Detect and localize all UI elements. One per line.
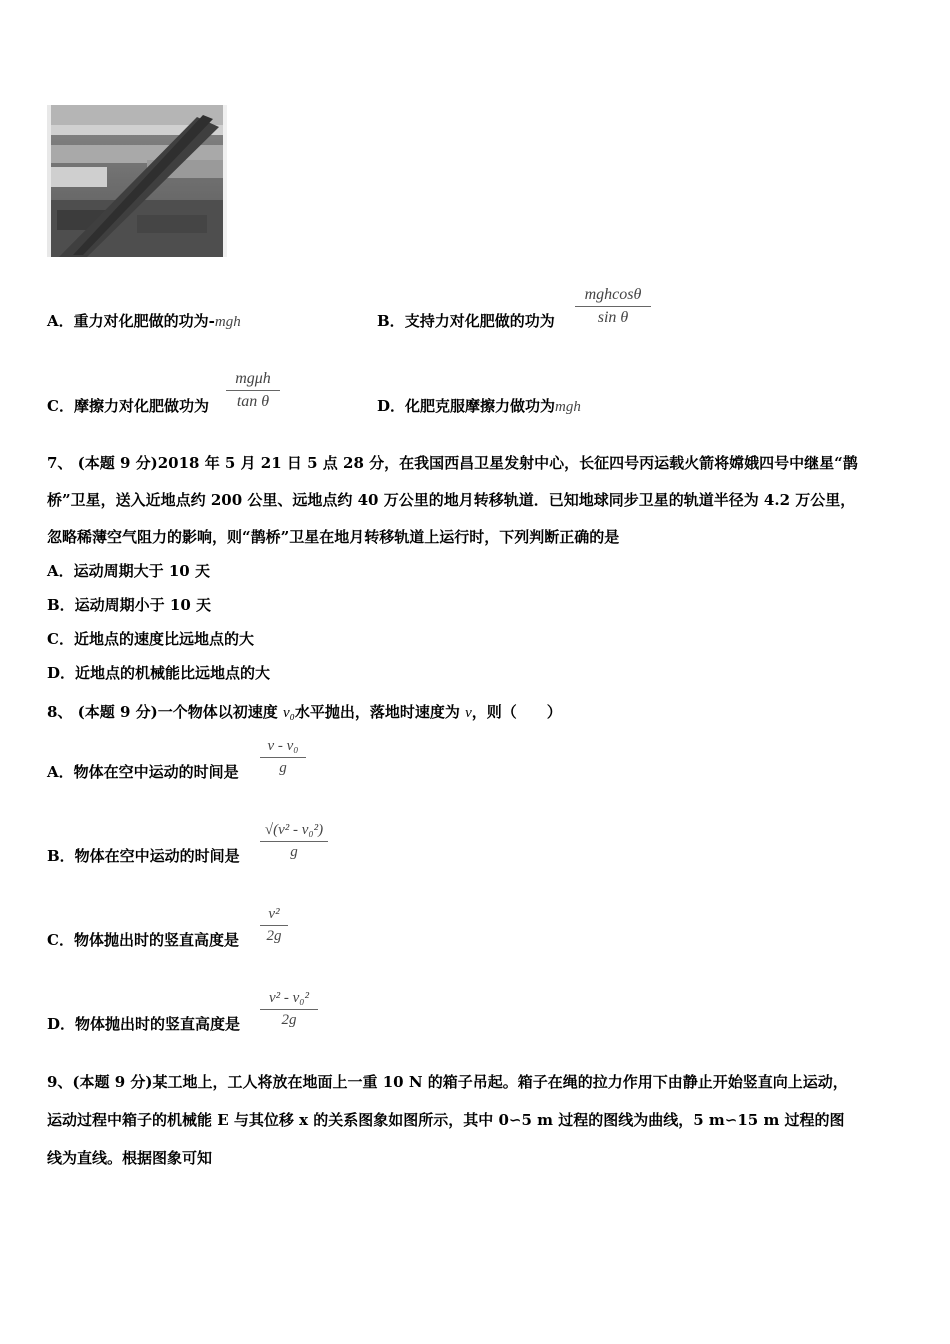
fraction-bar bbox=[226, 390, 280, 391]
q6-option-b[interactable] bbox=[377, 311, 555, 331]
fraction-denominator: g bbox=[290, 844, 298, 860]
conveyor-belt-photo bbox=[47, 105, 227, 257]
q6-option-d[interactable] bbox=[377, 396, 581, 417]
q8-option-c[interactable]: C．物体抛出时的竖直高度是 bbox=[47, 931, 239, 949]
fraction-denominator: 2g bbox=[281, 1012, 297, 1028]
fraction-bar bbox=[575, 306, 651, 307]
fraction-denominator: g bbox=[279, 760, 287, 776]
option-label: D． bbox=[377, 397, 406, 415]
stem-text: ，则（ ） bbox=[471, 703, 562, 721]
stem-text: 水平抛出，落地时速度为 bbox=[294, 703, 466, 721]
q7-option-b[interactable]: B．运动周期小于 10 天 bbox=[47, 596, 211, 614]
q8-stem bbox=[47, 702, 562, 723]
q8-option-d[interactable]: D．物体抛出时的竖直高度是 bbox=[47, 1015, 241, 1033]
option-math: mgh bbox=[214, 314, 241, 330]
q9-stem-line2: 运动过程中箱子的机械能 E 与其位移 x 的关系图象如图所示，其中 0∽5 m 过程的图线为曲线，5 m∽15 m 过程的图 bbox=[47, 1111, 845, 1129]
fraction-numerator: mghcosθ bbox=[584, 286, 642, 303]
q7-option-d[interactable]: D．近地点的机械能比远地点的大 bbox=[47, 664, 271, 682]
q8-option-b[interactable]: B．物体在空中运动的时间是 bbox=[47, 847, 240, 865]
q9-stem-line1: 9、(本题 9 分)某工地上，工人将放在地面上一重 10 N 的箱子吊起。箱子在绳的拉力作用下由静止开始竖直向上运动， bbox=[47, 1073, 848, 1091]
q8-a-fraction bbox=[260, 738, 306, 777]
fraction-numerator: v - v₀ bbox=[267, 738, 299, 754]
q8-b-fraction bbox=[260, 822, 328, 861]
fraction-denominator: 2g bbox=[266, 928, 282, 944]
fraction-bar bbox=[260, 925, 288, 926]
fraction-numerator: mgμh bbox=[235, 370, 271, 387]
q6-option-a[interactable] bbox=[47, 311, 241, 332]
q8-option-a[interactable]: A．物体在空中运动的时间是 bbox=[47, 763, 239, 781]
option-text: 重力对化肥做的功为- bbox=[73, 312, 215, 330]
option-text: 化肥克服摩擦力做功为 bbox=[405, 397, 556, 415]
fraction-numerator: v² - v₀² bbox=[268, 990, 310, 1006]
fraction-bar bbox=[260, 757, 306, 758]
q7-option-a[interactable]: A．运动周期大于 10 天 bbox=[47, 562, 210, 580]
option-label: B． bbox=[377, 312, 405, 330]
fraction-numerator: √(v² - v₀²) bbox=[264, 822, 324, 838]
option-math: mgh bbox=[555, 399, 581, 415]
q7-stem-line3: 忽略稀薄空气阻力的影响，则“鹊桥”卫星在地月转移轨道上运行时，下列判断正确的是 bbox=[47, 528, 620, 546]
q8-d-fraction bbox=[260, 990, 318, 1029]
initial-velocity-symbol: v₀ bbox=[282, 705, 295, 721]
q8-c-fraction bbox=[260, 906, 288, 945]
q6-option-c[interactable] bbox=[47, 396, 209, 416]
velocity-symbol: v bbox=[465, 705, 472, 721]
fraction-denominator: tan θ bbox=[236, 393, 270, 410]
option-label: C． bbox=[47, 397, 74, 415]
q6-c-fraction bbox=[226, 370, 280, 411]
q9-stem-line3: 线为直线。根据图象可知 bbox=[47, 1149, 213, 1167]
fraction-denominator: sin θ bbox=[597, 309, 629, 326]
q6-b-fraction bbox=[575, 286, 651, 327]
fraction-bar bbox=[260, 841, 328, 842]
stem-text: 8、 (本题 9 分)一个物体以初速度 bbox=[47, 703, 283, 721]
q7-stem-line1: 7、 (本题 9 分)2018 年 5 月 21 日 5 点 28 分，在我国西昌卫星发射中心，长征四号丙运载火箭将嫦娥四号中继星“鹊 bbox=[47, 454, 858, 472]
option-label: A． bbox=[47, 312, 74, 330]
q7-option-c[interactable]: C．近地点的速度比远地点的大 bbox=[47, 630, 254, 648]
q7-stem-line2: 桥”卫星，送入近地点约 200 公里、远地点约 40 万公里的地月转移轨道．已知地球同步卫星的轨道半径为 4.2 万公里， bbox=[47, 491, 856, 509]
option-text: 摩擦力对化肥做功为 bbox=[73, 397, 209, 415]
fraction-numerator: v² bbox=[268, 906, 280, 922]
fraction-bar bbox=[260, 1009, 318, 1010]
option-text: 支持力对化肥做的功为 bbox=[404, 312, 555, 330]
